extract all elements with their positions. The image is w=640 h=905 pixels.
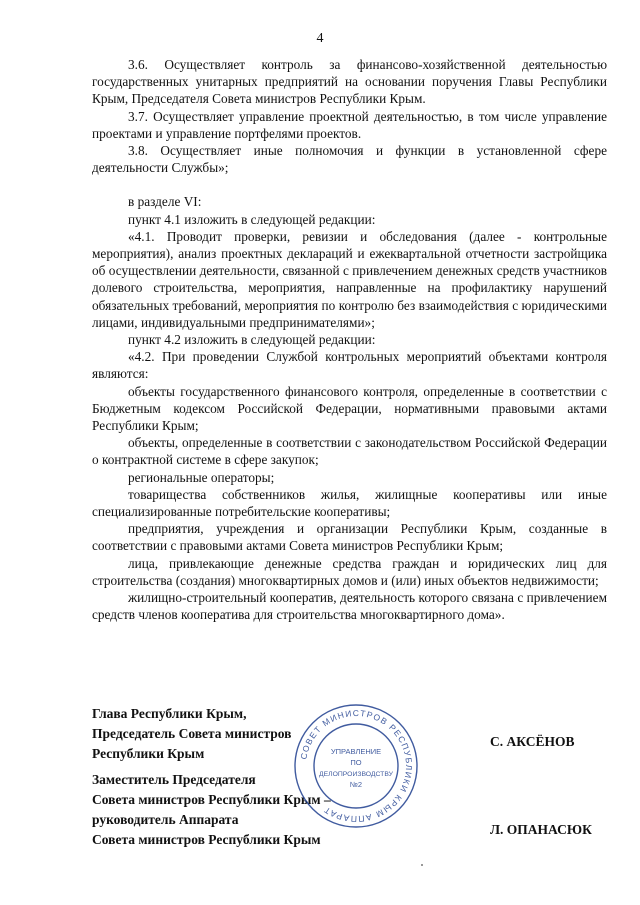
official-stamp: [292, 702, 420, 835]
stamp-line: УПРАВЛЕНИЕ: [330, 747, 382, 756]
deputy-signature-name: Л. ОПАНАСЮК: [490, 822, 592, 837]
paragraph: предприятия, учреждения и организации Республики Крым, созданные в соответствии с правовыми актами Совета министров Республики Крым;: [92, 521, 607, 554]
document-body: [92, 56, 607, 624]
stamp-line: ДЕЛОПРОИЗВОДСТВУ: [319, 771, 393, 778]
paragraph: «4.2. При проведении Службой контрольных мероприятий объектами контроля являются:: [92, 349, 607, 382]
signature-title-line: Совета министров Республики Крым: [92, 832, 321, 847]
paragraph: товарищества собственников жилья, жилищные кооперативы или иные специализированные потребительские кооперативы;: [92, 486, 607, 520]
head-signature-title: [92, 704, 291, 764]
paragraph: 3.7. Осуществляет управление проектной деятельностью, в том числе управление проектами и управление портфелями проектов.: [92, 108, 607, 141]
paragraph: лица, привлекающие денежные средства граждан и юридических лиц для строительства (создания) многоквартирных домов и (или) иных объектов недвижимости;: [92, 555, 607, 588]
paragraph: пункт 4.1 изложить в следующей редакции:: [128, 211, 376, 227]
scan-speck: [421, 864, 423, 866]
paragraph: региональные операторы;: [128, 469, 275, 485]
paragraph: 3.8. Осуществляет иные полномочия и функции в установленной сфере деятельности Службы»;: [92, 143, 607, 176]
signature-title-line: Председатель Совета министров: [92, 726, 292, 741]
paragraph: «4.1. Проводит проверки, ревизии и обследования (далее - контрольные мероприятия), анализ проектных деклараций и ежеквартальной отчетности застройщика об осуществлении деятельности, связанной с привлечением денежных средств участников долевого строительства, мероприятия, направленные на профилактику нарушений обязательных требований, мероприятия по контролю без взаимодействия с юридическими лицами, индивидуальными предпринимателями»;: [92, 228, 607, 330]
stamp-line: №2: [349, 780, 363, 789]
paragraph: жилищно-строительный кооператив, деятельность которого связана с привлечением средств членов кооператива для строительства многоквартирного дома».: [92, 590, 607, 623]
signature-title-line: Республики Крым: [92, 746, 205, 761]
signature-title-line: Совета министров Республики Крым –: [92, 792, 331, 807]
paragraph: объекты, определенные в соответствии с законодательством Российской Федерации о контрактной системе в сфере закупок;: [92, 435, 607, 468]
paragraph: в разделе VI:: [128, 194, 202, 210]
head-signature-name: С. АКСЁНОВ: [490, 734, 575, 749]
signature-title-line: руководитель Аппарата: [92, 812, 239, 827]
stamp-line: ПО: [350, 758, 362, 767]
page-number: 4: [316, 31, 324, 46]
stamp-seal-icon: [292, 702, 420, 830]
paragraph: объекты государственного финансового контроля, определенные в соответствии с Бюджетным кодексом Российской Федерации, нормативными правовыми актами Республики Крым;: [92, 383, 607, 434]
stamp-ring-text: СОВЕТ МИНИСТРОВ РЕСПУБЛИКИ КРЫМ АППАРАТ: [298, 707, 415, 825]
signature-title-line: Заместитель Председателя: [92, 772, 256, 787]
paragraph: пункт 4.2 изложить в следующей редакции:: [128, 332, 376, 348]
signature-title-line: Глава Республики Крым,: [92, 706, 247, 721]
paragraph: 3.6. Осуществляет контроль за финансово-хозяйственной деятельностью государственных унитарных предприятий на основании поручения Главы Республики Крым, Председателя Совета министров Республики Крым.: [92, 57, 607, 107]
